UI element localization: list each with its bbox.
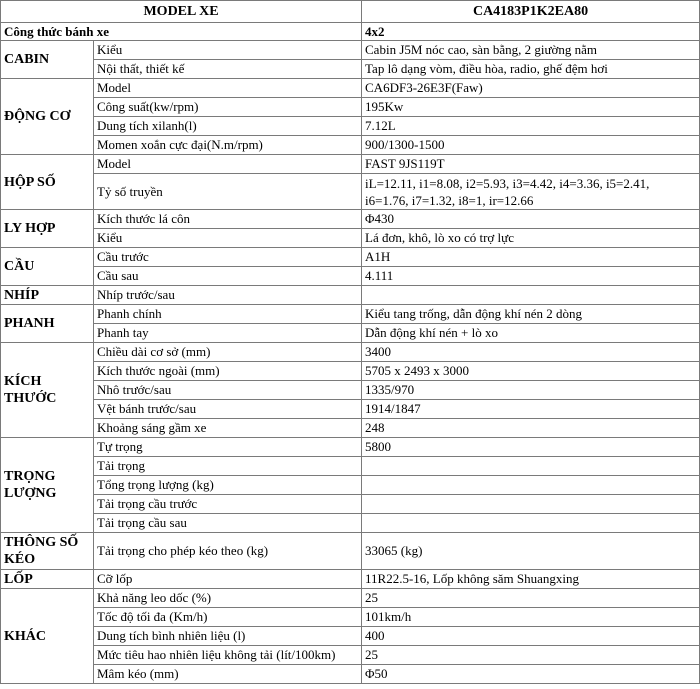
- spec-row: [1, 267, 700, 286]
- spec-label: Model: [94, 79, 362, 98]
- spec-label: Công suất(kw/rpm): [94, 98, 362, 117]
- spec-row: [1, 155, 700, 174]
- spec-row: [1, 324, 700, 343]
- spec-label: Cầu sau: [94, 267, 362, 286]
- spec-value: 11R22.5-16, Lốp không săm Shuangxing: [362, 570, 700, 589]
- spec-value: Kiểu tang trống, dẫn động khí nén 2 dòng: [362, 305, 700, 324]
- spec-label: Chiều dài cơ sở (mm): [94, 343, 362, 362]
- spec-label: Phanh chính: [94, 305, 362, 324]
- spec-row: [1, 589, 700, 608]
- spec-value: Lá đơn, khô, lò xo có trợ lực: [362, 229, 700, 248]
- spec-value: 3400: [362, 343, 700, 362]
- spec-label: Tốc độ tối đa (Km/h): [94, 608, 362, 627]
- spec-row: [1, 400, 700, 419]
- spec-row: [1, 79, 700, 98]
- group-name: CABIN: [1, 41, 94, 79]
- spec-row: [1, 533, 700, 570]
- spec-label: Kích thước ngoài (mm): [94, 362, 362, 381]
- formula-value: 4x2: [362, 23, 700, 41]
- spec-label: Kiểu: [94, 229, 362, 248]
- spec-value: Cabin J5M nóc cao, sàn bằng, 2 giường nằm: [362, 41, 700, 60]
- group-name: LỐP: [1, 570, 94, 589]
- spec-row: [1, 343, 700, 362]
- spec-value: [362, 457, 700, 476]
- spec-value: A1H: [362, 248, 700, 267]
- spec-label: Dung tích bình nhiên liệu (l): [94, 627, 362, 646]
- spec-label: Khoảng sáng gầm xe: [94, 419, 362, 438]
- header-row: [1, 1, 700, 23]
- spec-row: [1, 381, 700, 400]
- group-name: CẦU: [1, 248, 94, 286]
- spec-row: [1, 476, 700, 495]
- formula-label: Công thức bánh xe: [1, 23, 362, 41]
- spec-value: 5705 x 2493 x 3000: [362, 362, 700, 381]
- spec-value: 25: [362, 589, 700, 608]
- spec-row: [1, 286, 700, 305]
- spec-row: [1, 98, 700, 117]
- spec-row: [1, 608, 700, 627]
- spec-row: [1, 457, 700, 476]
- spec-row: [1, 438, 700, 457]
- spec-label: Nội thất, thiết kế: [94, 60, 362, 79]
- group-name: NHÍP: [1, 286, 94, 305]
- spec-label: Model: [94, 155, 362, 174]
- spec-value: 5800: [362, 438, 700, 457]
- spec-row: [1, 41, 700, 60]
- spec-value: FAST 9JS119T: [362, 155, 700, 174]
- group-name: ĐỘNG CƠ: [1, 79, 94, 155]
- spec-row: [1, 60, 700, 79]
- spec-value: 1335/970: [362, 381, 700, 400]
- spec-row: [1, 362, 700, 381]
- group-name: KÍCH THƯỚC: [1, 343, 94, 438]
- spec-row: [1, 665, 700, 684]
- spec-value: 248: [362, 419, 700, 438]
- spec-value: 101km/h: [362, 608, 700, 627]
- group-name: PHANH: [1, 305, 94, 343]
- spec-label: Dung tích xilanh(l): [94, 117, 362, 136]
- spec-row: [1, 229, 700, 248]
- spec-value: 4.111: [362, 267, 700, 286]
- spec-label: Mức tiêu hao nhiên liệu không tải (lít/100km): [94, 646, 362, 665]
- formula-row: [1, 23, 700, 41]
- spec-label: Tổng trọng lượng (kg): [94, 476, 362, 495]
- group-name: LY HỢP: [1, 210, 94, 248]
- spec-row: [1, 248, 700, 267]
- group-name: HỘP SỐ: [1, 155, 94, 210]
- spec-row: [1, 305, 700, 324]
- spec-label: Tải trọng cầu trước: [94, 495, 362, 514]
- spec-label: Mâm kéo (mm): [94, 665, 362, 684]
- spec-row: [1, 174, 700, 210]
- spec-label: Kiểu: [94, 41, 362, 60]
- spec-value: Dẫn động khí nén + lò xo: [362, 324, 700, 343]
- spec-row: [1, 419, 700, 438]
- spec-value: 400: [362, 627, 700, 646]
- spec-value: [362, 495, 700, 514]
- spec-value: 1914/1847: [362, 400, 700, 419]
- spec-value: Tap lô dạng vòm, điều hòa, radio, ghế đệm hơi: [362, 60, 700, 79]
- spec-label: Nhô trước/sau: [94, 381, 362, 400]
- group-name: TRỌNG LƯỢNG: [1, 438, 94, 533]
- spec-value: 900/1300-1500: [362, 136, 700, 155]
- spec-value: [362, 476, 700, 495]
- spec-label: Tải trọng: [94, 457, 362, 476]
- spec-table-body: [1, 1, 700, 684]
- spec-label: Khả năng leo dốc (%): [94, 589, 362, 608]
- header-value: CA4183P1K2EA80: [362, 1, 700, 23]
- spec-label: Cỡ lốp: [94, 570, 362, 589]
- spec-value: CA6DF3-26E3F(Faw): [362, 79, 700, 98]
- spec-row: [1, 514, 700, 533]
- spec-value: [362, 514, 700, 533]
- spec-label: Vệt bánh trước/sau: [94, 400, 362, 419]
- spec-label: Tự trọng: [94, 438, 362, 457]
- spec-value: iL=12.11, i1=8.08, i2=5.93, i3=4.42, i4=3.36, i5=2.41, i6=1.76, i7=1.32, i8=1, ir=12.66: [362, 174, 700, 210]
- spec-row: [1, 495, 700, 514]
- group-name: KHÁC: [1, 589, 94, 684]
- spec-row: [1, 210, 700, 229]
- spec-value: [362, 286, 700, 305]
- spec-label: Kích thước lá côn: [94, 210, 362, 229]
- group-name: THÔNG SỐ KÉO: [1, 533, 94, 570]
- spec-value: 33065 (kg): [362, 533, 700, 570]
- spec-row: [1, 117, 700, 136]
- spec-label: Cầu trước: [94, 248, 362, 267]
- spec-row: [1, 570, 700, 589]
- spec-value: 25: [362, 646, 700, 665]
- spec-label: Phanh tay: [94, 324, 362, 343]
- spec-label: Tỷ số truyền: [94, 174, 362, 210]
- spec-value: Φ430: [362, 210, 700, 229]
- header-model: MODEL XE: [1, 1, 362, 23]
- spec-row: [1, 136, 700, 155]
- spec-value: Φ50: [362, 665, 700, 684]
- spec-value: 7.12L: [362, 117, 700, 136]
- spec-row: [1, 646, 700, 665]
- spec-label: Momen xoắn cực đại(N.m/rpm): [94, 136, 362, 155]
- spec-label: Nhíp trước/sau: [94, 286, 362, 305]
- spec-row: [1, 627, 700, 646]
- spec-value: 195Kw: [362, 98, 700, 117]
- spec-label: Tải trọng cầu sau: [94, 514, 362, 533]
- spec-label: Tải trọng cho phép kéo theo (kg): [94, 533, 362, 570]
